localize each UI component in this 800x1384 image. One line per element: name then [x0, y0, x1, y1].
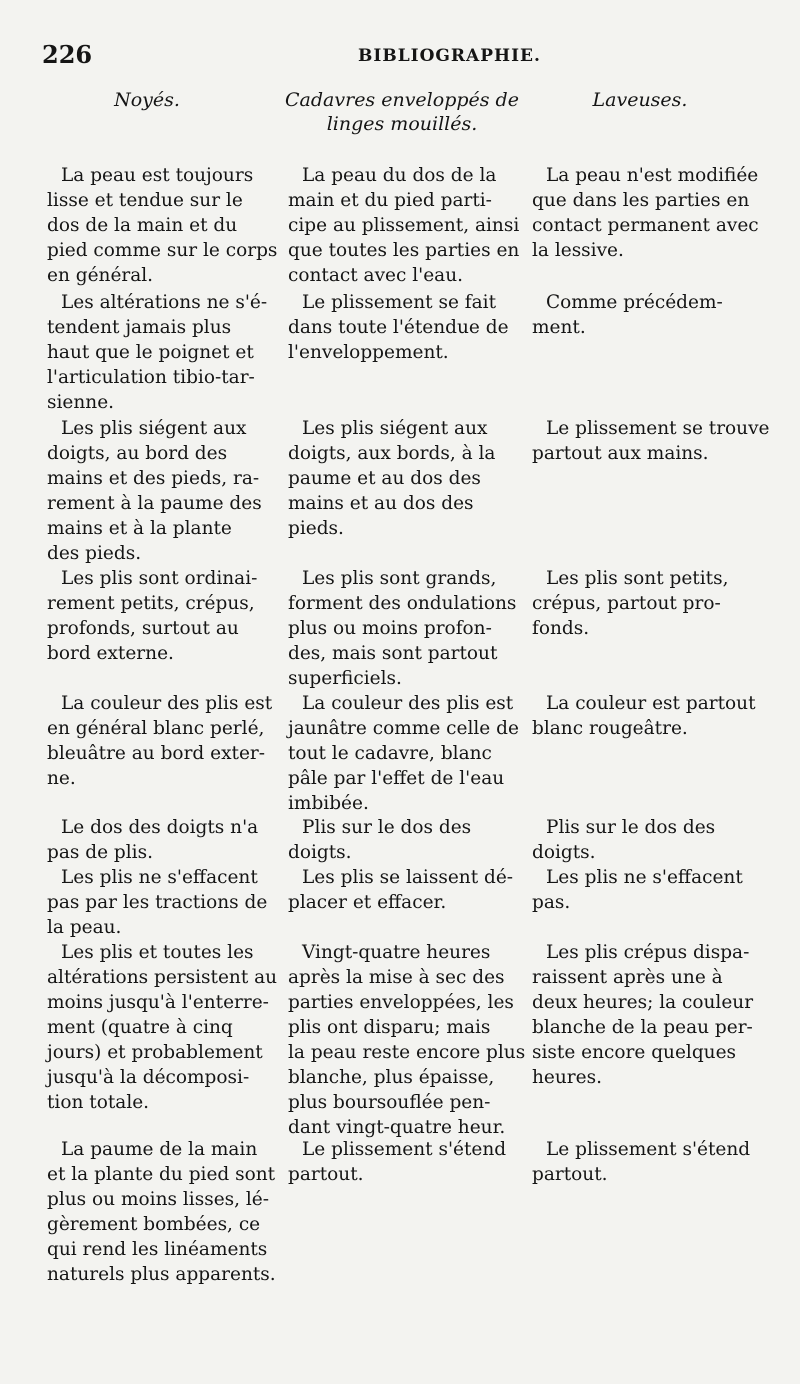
- text-line: Vingt-quatre heures: [302, 942, 491, 963]
- cadavres-cell: [288, 290, 514, 365]
- text-line: lisse et tendue sur le: [47, 190, 243, 211]
- laveuses-cell: [532, 566, 758, 641]
- column-heading-line: Laveuses.: [592, 89, 688, 111]
- text-line: La couleur est partout: [546, 693, 756, 714]
- text-line: Les altérations ne s'é-: [61, 292, 268, 313]
- text-line: Les plis crépus dispa-: [546, 942, 750, 963]
- text-line: doigts.: [288, 842, 352, 863]
- column-heading-line: Cadavres enveloppés de: [285, 89, 519, 111]
- noyes-cell: [47, 566, 279, 666]
- noyes-cell: [47, 940, 279, 1115]
- text-line: Le plissement s'étend: [302, 1139, 507, 1160]
- column-heading-cadavres: [278, 88, 526, 136]
- text-line: La paume de la main: [61, 1139, 258, 1160]
- text-line: plus ou moins profon-: [288, 618, 492, 639]
- text-line: Les plis et toutes les: [61, 942, 254, 963]
- text-line: en général.: [47, 265, 154, 286]
- text-line: contact avec l'eau.: [288, 265, 464, 286]
- text-line: partout.: [532, 1164, 608, 1185]
- text-line: La couleur des plis est: [61, 693, 273, 714]
- text-line: bord externe.: [47, 643, 174, 664]
- text-line: ment.: [532, 317, 586, 338]
- text-line: siste encore quelques: [532, 1042, 737, 1063]
- text-line: en général blanc perlé,: [47, 718, 265, 739]
- text-line: Plis sur le dos des: [302, 817, 472, 838]
- laveuses-cell: [532, 290, 758, 340]
- text-line: parties enveloppées, les: [288, 992, 514, 1013]
- text-line: pied comme sur le corps: [47, 240, 278, 261]
- noyes-cell: [47, 815, 279, 865]
- text-line: tendent jamais plus: [47, 317, 232, 338]
- text-line: La peau est toujours: [61, 165, 254, 186]
- text-line: doigts, au bord des: [47, 443, 228, 464]
- text-line: et la plante du pied sont: [47, 1164, 276, 1185]
- laveuses-cell: [532, 416, 770, 466]
- laveuses-cell: [532, 940, 758, 1090]
- text-line: que dans les parties en: [532, 190, 750, 211]
- text-line: partout.: [288, 1164, 364, 1185]
- text-line: l'enveloppement.: [288, 342, 449, 363]
- text-line: la peau reste encore plus: [288, 1042, 526, 1063]
- noyes-cell: [47, 865, 279, 940]
- text-line: mains et à la plante: [47, 518, 232, 539]
- text-line: pieds.: [288, 518, 344, 539]
- text-line: La peau du dos de la: [302, 165, 497, 186]
- text-line: dos de la main et du: [47, 215, 238, 236]
- column-heading-noyes: [62, 88, 232, 112]
- text-line: Les plis ne s'effacent: [546, 867, 743, 888]
- laveuses-cell: [532, 1137, 758, 1187]
- cadavres-cell: [288, 865, 514, 915]
- cadavres-cell: [288, 566, 517, 691]
- running-title: BIBLIOGRAPHIE.: [358, 46, 541, 66]
- text-line: tion totale.: [47, 1092, 150, 1113]
- text-line: partout aux mains.: [532, 443, 709, 464]
- cadavres-cell: [288, 815, 514, 865]
- laveuses-cell: [532, 163, 758, 263]
- text-line: ne.: [47, 768, 76, 789]
- text-line: pas de plis.: [47, 842, 153, 863]
- text-line: forment des ondulations: [288, 593, 517, 614]
- text-line: que toutes les parties en: [288, 240, 520, 261]
- laveuses-cell: [532, 815, 758, 865]
- text-line: crépus, partout pro-: [532, 593, 721, 614]
- text-line: pâle par l'effet de l'eau: [288, 768, 505, 789]
- cadavres-cell: [288, 1137, 514, 1187]
- text-line: pas.: [532, 892, 571, 913]
- text-line: Le dos des doigts n'a: [61, 817, 259, 838]
- text-line: Les plis sont petits,: [546, 568, 729, 589]
- text-line: Les plis sont ordinai-: [61, 568, 258, 589]
- laveuses-cell: [532, 691, 758, 741]
- noyes-cell: [47, 1137, 279, 1287]
- text-line: Les plis siégent aux: [61, 418, 247, 439]
- text-line: Les plis sont grands,: [302, 568, 497, 589]
- text-line: imbibée.: [288, 793, 369, 814]
- text-line: Plis sur le dos des: [546, 817, 716, 838]
- page-number: 226: [42, 40, 93, 69]
- text-line: dant vingt-quatre heur.: [288, 1117, 506, 1138]
- text-line: des, mais sont partout: [288, 643, 498, 664]
- text-line: Le plissement se fait: [302, 292, 496, 313]
- text-line: altérations persistent au: [47, 967, 278, 988]
- text-line: La couleur des plis est: [302, 693, 514, 714]
- text-line: paume et au dos des: [288, 468, 481, 489]
- text-line: jusqu'à la décomposi-: [47, 1067, 250, 1088]
- cadavres-cell: [288, 940, 526, 1140]
- column-heading-line: Noyés.: [114, 89, 180, 111]
- text-line: tout le cadavre, blanc: [288, 743, 492, 764]
- text-line: Comme précédem-: [546, 292, 723, 313]
- text-line: heures.: [532, 1067, 602, 1088]
- text-line: rement petits, crépus,: [47, 593, 255, 614]
- noyes-cell: [47, 163, 279, 288]
- cadavres-cell: [288, 691, 519, 816]
- text-line: blanche de la peau per-: [532, 1017, 753, 1038]
- laveuses-cell: [532, 865, 758, 915]
- cadavres-cell: [288, 163, 520, 288]
- text-line: après la mise à sec des: [288, 967, 505, 988]
- column-heading-laveuses: [540, 88, 740, 112]
- text-line: jours) et probablement: [47, 1042, 263, 1063]
- text-line: fonds.: [532, 618, 590, 639]
- text-line: gèrement bombées, ce: [47, 1214, 261, 1235]
- text-line: blanche, plus épaisse,: [288, 1067, 495, 1088]
- text-line: naturels plus apparents.: [47, 1264, 276, 1285]
- text-line: Les plis se laissent dé-: [302, 867, 514, 888]
- text-line: superficiels.: [288, 668, 402, 689]
- noyes-cell: [47, 290, 279, 415]
- text-line: l'articulation tibio-tar-: [47, 367, 255, 388]
- text-line: doigts.: [532, 842, 596, 863]
- noyes-cell: [47, 416, 279, 566]
- text-line: placer et effacer.: [288, 892, 447, 913]
- cadavres-cell: [288, 416, 514, 541]
- text-line: qui rend les linéaments: [47, 1239, 268, 1260]
- text-line: mains et au dos des: [288, 493, 474, 514]
- text-line: doigts, aux bords, à la: [288, 443, 496, 464]
- text-line: sienne.: [47, 392, 115, 413]
- text-line: plus boursouflée pen-: [288, 1092, 491, 1113]
- column-heading-line: linges mouillés.: [326, 113, 478, 135]
- text-line: rement à la paume des: [47, 493, 262, 514]
- text-line: Les plis ne s'effacent: [61, 867, 258, 888]
- text-line: raissent après une à: [532, 967, 723, 988]
- text-line: la peau.: [47, 917, 122, 938]
- text-line: plus ou moins lisses, lé-: [47, 1189, 270, 1210]
- text-line: pas par les tractions de: [47, 892, 268, 913]
- text-line: jaunâtre comme celle de: [288, 718, 519, 739]
- text-line: contact permanent avec: [532, 215, 759, 236]
- noyes-cell: [47, 691, 279, 791]
- text-line: profonds, surtout au: [47, 618, 239, 639]
- text-line: plis ont disparu; mais: [288, 1017, 491, 1038]
- text-line: blanc rougeâtre.: [532, 718, 688, 739]
- text-line: ment (quatre à cinq: [47, 1017, 233, 1038]
- text-line: Les plis siégent aux: [302, 418, 488, 439]
- text-line: La peau n'est modifiée: [546, 165, 759, 186]
- text-line: bleuâtre au bord exter-: [47, 743, 265, 764]
- text-line: Le plissement se trouve: [546, 418, 770, 439]
- page-header: [40, 40, 760, 76]
- text-line: des pieds.: [47, 543, 142, 564]
- text-line: cipe au plissement, ainsi: [288, 215, 520, 236]
- text-line: main et du pied parti-: [288, 190, 492, 211]
- text-line: deux heures; la couleur: [532, 992, 754, 1013]
- text-line: la lessive.: [532, 240, 624, 261]
- text-line: haut que le poignet et: [47, 342, 254, 363]
- text-line: dans toute l'étendue de: [288, 317, 509, 338]
- text-line: mains et des pieds, ra-: [47, 468, 260, 489]
- text-line: Le plissement s'étend: [546, 1139, 751, 1160]
- text-line: moins jusqu'à l'enterre-: [47, 992, 269, 1013]
